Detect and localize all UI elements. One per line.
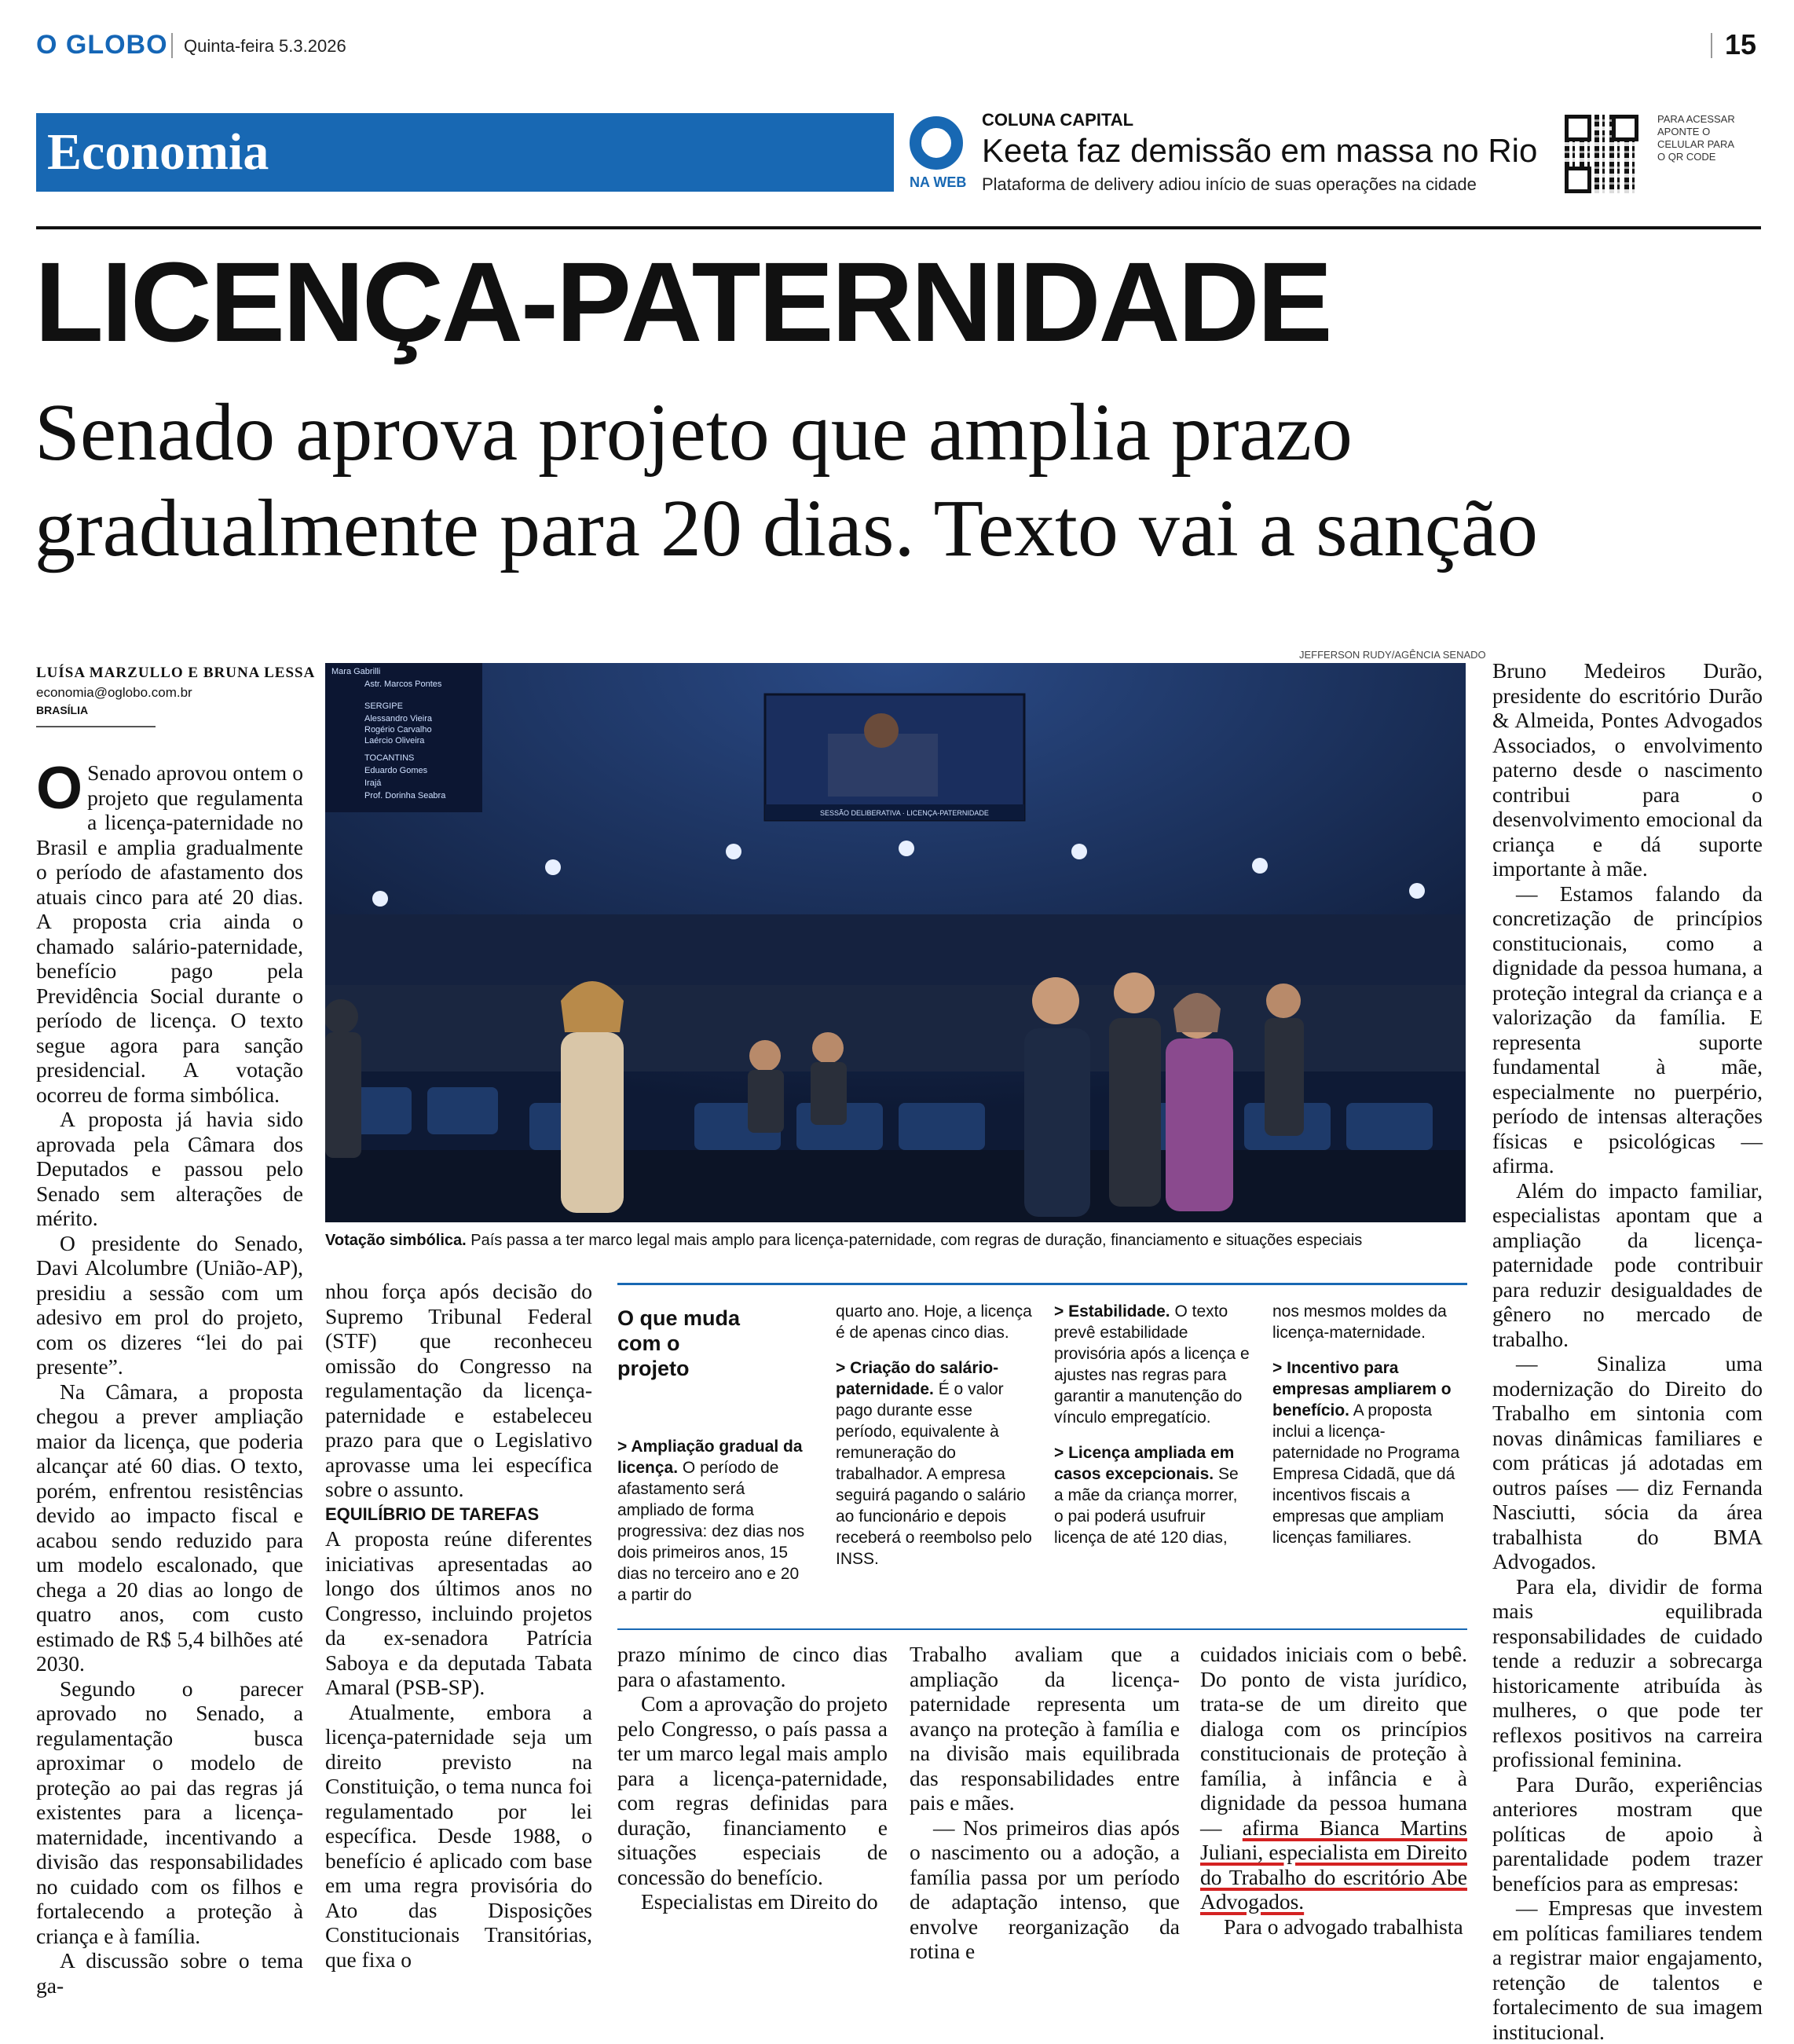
box-item-text: A proposta inclui a licença-paternidade no Programa Empresa Cidadã, que dá incentivos fiscais a empresas que ampliam licenças familiares.	[1272, 1401, 1460, 1547]
divider	[171, 33, 173, 58]
photo-caption	[325, 1232, 1466, 1250]
box-item-text: É o valor pago durante esse período, equivalente à remuneração do trabalhador. A empresa seguirá pagando o salário ao funcionário e depois receberá o reembolso pelo INSS.	[836, 1380, 1032, 1568]
panel-text: Laércio Oliveira	[364, 736, 425, 745]
box-item-head: > Incentivo para empresas ampliarem o benefício.	[1272, 1359, 1452, 1419]
box-bottom-rule	[617, 1628, 1467, 1630]
paragraph-text: cuidados iniciais com o bebê. Do ponto de vista jurídico, trata-se de um direito que dialoga com os princípios constitucionais de proteção à família, à infância e à dignidade da pessoa humana —	[1200, 1642, 1467, 1840]
woman-figure	[561, 981, 624, 1213]
paragraph: prazo mínimo de cinco dias para o afastamento.	[617, 1642, 888, 1691]
box-item	[617, 1436, 811, 1606]
paragraph: Além do impacto familiar, especialistas apontam que a ampliação da licença-paternidade pode contribuir para reduzir desigualdades de gênero no mercado de trabalho.	[1492, 1178, 1763, 1351]
article-column-4	[910, 1642, 1180, 1964]
qr-finder	[1565, 115, 1591, 141]
paragraph: Para o advogado trabalhista	[1224, 1914, 1463, 1939]
paragraph: Para ela, dividir de forma mais equilibrada responsabilidades de cuidado tende a reduzir a sobrecarga historicamente atribuída às mulheres, o que pode ter reflexos positivos na carreira profissional feminina.	[1492, 1573, 1763, 1771]
senate-photo	[325, 663, 1466, 1222]
photo-credit: JEFFERSON RUDY/AGÊNCIA SENADO	[1299, 649, 1486, 661]
article-column-2	[325, 1279, 592, 1972]
paragraph: — Estamos falando da concretização de princípios constitucionais, como a dignidade da pessoa humana, a proteção integral da criança e a valorização da família. E representa suporte fundamental à mãe, especialmente no puerpério, período de intensas alterações físicas e psicológicas — afirma.	[1492, 881, 1763, 1178]
qr-finder	[1565, 167, 1591, 193]
column-kicker: COLUNA CAPITAL	[982, 110, 1134, 130]
paragraph: Trabalho avaliam que a ampliação da licença-paternidade representa um avanço na proteção à família e na divisão mais equilibrada das responsabilidades entre pais e mães.	[910, 1642, 1180, 1815]
paragraph: Especialistas em Direito do	[641, 1889, 878, 1914]
box-item	[1054, 1442, 1250, 1548]
article-column-1	[36, 755, 303, 1998]
box-column-3	[1054, 1301, 1250, 1562]
deck-line: Senado aprova projeto que amplia prazo	[35, 387, 1353, 478]
panel-text: Rogério Carvalho	[364, 725, 432, 734]
box-column-1	[617, 1436, 811, 1620]
box-item-head: > Ampliação gradual da licença.	[617, 1438, 803, 1477]
box-item-head: > Criação do salário-paternidade.	[836, 1359, 999, 1398]
paragraph: Bruno Medeiros Durão, presidente do escritório Durão & Almeida, Pontes Advogados Associados, o envolvimento paterno desde o nascimento contribui para o desenvolvimento emocional da criança e dá suporte importante à mãe.	[1492, 658, 1763, 881]
panel-text: TOCANTINS	[364, 753, 415, 763]
byline: LUÍSA MARZULLO E BRUNA LESSA	[36, 665, 316, 681]
column-subtitle: Plataforma de delivery adiou início de suas operações na cidade	[982, 174, 1477, 194]
paragraph: — Sinaliza uma modernização do Direito do Trabalho em sintonia com novas dinâmicas familiares e com práticas já adotadas em outros países — diz Fernanda Nasciutti, sócia da área trabalhista do BMA Advogados.	[1492, 1351, 1763, 1573]
paragraph: Atualmente, embora a licença-paternidade seja um direito previsto na Constituição, o tema nunca foi regulamentado por lei específica. Desde 1988, o benefício é aplicado com base em uma regra provisória do Ato das Disposições Constitucionais Transitórias, que fixa o	[325, 1699, 592, 1972]
panel-text: Astr. Marcos Pontes	[364, 680, 442, 689]
drop-cap: O	[36, 755, 83, 822]
page-number: 15	[1725, 28, 1757, 60]
panel-text: SERGIPE	[364, 701, 403, 711]
caption-text: País passa a ter marco legal mais amplo para licença-paternidade, com regras de duração, financiamento e situações especiais	[466, 1232, 1363, 1249]
box-item: quarto ano. Hoje, a licença é de apenas cinco dias.	[836, 1302, 1032, 1342]
panel-text: Irajá	[364, 778, 382, 788]
paragraph-text: Senado aprovou ontem o projeto que regulamenta a licença-paternidade no Brasil e amplia gradualmente o período de afastamento dos atuais cinco para até 20 dias. A proposta cria ainda o chamado salário-paternidade, benefício pago pela Previdência Social durante o período de licença. O texto segue agora para sanção presidencial. A votação ocorreu de forma simbólica.	[36, 760, 303, 1107]
panel-text: Alessandro Vieira	[364, 714, 433, 723]
quote-attribution: afirma Bianca Martins Juliani, especialista em Direito do Trabalho do escritório Abe Advogados.	[1200, 1815, 1467, 1914]
box-item	[1054, 1301, 1250, 1428]
qr-instructions: PARA ACESSAR APONTE O CELULAR PARA O QR CODE	[1657, 113, 1735, 163]
divider	[1711, 33, 1712, 58]
paragraph: Para Durão, experiências anteriores mostram que políticas de apoio à parentalidade podem trazer benefícios para as empresas:	[1492, 1771, 1763, 1896]
box-column-4	[1272, 1301, 1467, 1562]
screen-text: SESSÃO DELIBERATIVA · LICENÇA-PATERNIDADE	[820, 809, 989, 817]
senate-photo-illustration	[325, 663, 1466, 1222]
paragraph	[36, 755, 303, 1107]
qr-finder	[1612, 115, 1638, 141]
deck-line: gradualmente para 20 dias. Texto vai a sanção	[35, 483, 1539, 573]
box-item: nos mesmos moldes da licença-maternidade.	[1272, 1302, 1447, 1342]
paragraph: nhou força após decisão do Supremo Tribunal Federal (STF) que reconheceu omissão do Congresso na regulamentação da licença-paternidade e estabeleceu prazo para que o Legislativo aprovasse uma lei específica sobre o assunto.	[325, 1279, 592, 1501]
divider	[36, 726, 156, 727]
paragraph: A discussão sobre o tema ga-	[36, 1948, 303, 1998]
paragraph: Segundo o parecer aprovado no Senado, a regulamentação busca aproximar o modelo de proteção ao pai das regras já existentes para a licença-maternidade, incentivando a divisão das responsabilidades no cuidado com os filhos e fortalecendo a proteção à criança e à família.	[36, 1676, 303, 1948]
paragraph: O presidente do Senado, Davi Alcolumbre (União-AP), presidiu a sessão com um adesivo em prol do projeto, com os dizeres “lei do pai presente”.	[36, 1230, 303, 1379]
newspaper-logo: O GLOBO	[36, 30, 168, 60]
box-item	[836, 1357, 1032, 1570]
paragraph: — Empresas que investem em políticas familiares tendem a registrar maior engajamento, retenção de talentos e fortalecimento de sua imagem institucional.	[1492, 1896, 1763, 2044]
box-title: O que muda com o projeto	[617, 1306, 741, 1380]
paragraph: Com a aprovação do projeto pelo Congresso, o país passa a ter um marco legal mais amplo para a licença-paternidade, com regras definidas para duração, financiamento e situações especiais de concessão do benefício.	[617, 1691, 888, 1889]
article-column-3	[617, 1642, 888, 1914]
section-title: Economia	[47, 123, 269, 181]
subhead: EQUILÍBRIO DE TAREFAS	[325, 1504, 540, 1524]
article-column-5	[1200, 1642, 1467, 1939]
top-rule	[36, 226, 1761, 229]
deck	[35, 385, 1778, 577]
headline: LICENÇA-PATERNIDADE	[35, 239, 1331, 365]
box-item-text: O período de afastamento será ampliado de forma progressiva: dez dias nos dois primeiros anos, 15 dias no terceiro ano e 20 a partir do	[617, 1459, 805, 1604]
caption-lead: Votação simbólica.	[325, 1232, 467, 1249]
paragraph: Na Câmara, a proposta chegou a prever ampliação maior da licença, que poderia alcançar até 60 dias. O texto, porém, enfrentou resistências devido ao impacto fiscal e acabou sendo reduzido para um modelo escalonado, que chega a 20 dias ao longo de quatro anos, com custo estimado de R$ 5,4 bilhões até 2030.	[36, 1379, 303, 1676]
article-column-6	[1492, 658, 1763, 2044]
box-item-head: > Licença ampliada em casos excepcionais.	[1054, 1444, 1235, 1483]
paragraph: A proposta reúne diferentes iniciativas apresentadas ao longo dos últimos anos no Congresso, incluindo projetos da ex-senadora Patrícia Saboya e da deputada Tabata Amaral (PSB-SP).	[325, 1526, 592, 1699]
paragraph	[1200, 1642, 1467, 1914]
box-item-text: Se a mãe da criança morrer, o pai poderá usufruir licença de até 120 dias,	[1054, 1465, 1239, 1547]
naweb-label: NA WEB	[910, 174, 967, 190]
box-top-rule	[617, 1283, 1467, 1285]
author-email[interactable]: economia@oglobo.com.br	[36, 685, 192, 700]
panel-text: Eduardo Gomes	[364, 766, 428, 775]
box-item-head: > Estabilidade.	[1054, 1302, 1170, 1321]
box-item	[1272, 1357, 1467, 1548]
globo-o-icon	[910, 116, 963, 170]
column-title-link[interactable]: Keeta faz demissão em massa no Rio	[982, 132, 1538, 169]
panel-text: Prof. Dorinha Seabra	[364, 791, 446, 800]
paragraph: — Nos primeiros dias após o nascimento ou a adoção, a família passa por um período de adaptação intenso, que envolve reorganização da rotina e	[910, 1815, 1180, 1963]
panel-text: Mara Gabrilli	[331, 667, 381, 676]
paragraph: A proposta já havia sido aprovada pela Câmara dos Deputados e passou pelo Senado sem alterações de mérito.	[36, 1107, 303, 1230]
dateline-city: BRASÍLIA	[36, 704, 89, 716]
box-column-2	[836, 1301, 1032, 1584]
issue-date: Quinta-feira 5.3.2026	[184, 36, 346, 56]
box-item-text: O texto prevê estabilidade provisória após a licença e ajustes nas regras para garantir a manutenção do vínculo empregatício.	[1054, 1302, 1250, 1427]
